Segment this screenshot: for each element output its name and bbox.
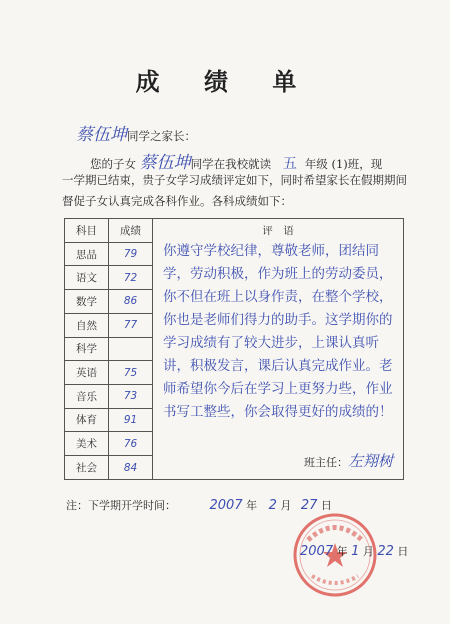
subject-cell: 思品	[65, 242, 109, 266]
issue-date	[300, 543, 408, 559]
issue-day-handwritten: 22	[377, 544, 394, 559]
intro-mid: 同学在我校就读	[190, 157, 272, 171]
score-cell: 86	[109, 290, 153, 314]
grade-handwritten: 五	[282, 156, 297, 172]
note-month-suffix: 月	[280, 499, 292, 512]
intro-line-3: 督促子女认真完成各科作业。各科成绩如下：	[62, 194, 292, 208]
subject-cell: 体育	[65, 408, 109, 432]
header-subject: 科目	[65, 219, 109, 243]
score-cell: 73	[109, 384, 153, 408]
student-name-handwritten-2: 蔡伍坤	[139, 153, 191, 173]
subject-cell: 社会	[65, 456, 109, 480]
subject-cell: 科学	[65, 337, 109, 361]
subject-cell: 数学	[65, 290, 109, 314]
subject-cell: 音乐	[65, 384, 109, 408]
note-year-handwritten: 2007	[209, 498, 243, 513]
note-year-suffix: 年	[246, 499, 258, 512]
score-table	[64, 218, 404, 480]
note-day-suffix: 日	[320, 499, 332, 512]
greeting-line	[76, 120, 196, 145]
score-cell: 72	[109, 266, 153, 290]
score-cell: 77	[109, 313, 153, 337]
student-name-handwritten: 蔡伍坤	[76, 125, 127, 145]
subject-cell: 语文	[65, 266, 109, 290]
intro-line-1	[90, 148, 382, 173]
issue-day-suffix: 日	[397, 545, 409, 558]
page-title: 成 绩 单	[135, 67, 315, 96]
score-cell: 79	[109, 242, 153, 266]
teacher-label: 班主任：	[303, 456, 348, 469]
teacher-comment-handwritten: 你遵守学校纪律，尊敬老师，团结同学，劳动积极，作为班上的劳动委员，你不但在班上以身作责，在整个学校，你也是老师们得力的助手。这学期你的学习成绩有了较大进步，上课认真听讲，积极发言，课后认真完成作业。老师希望你今后在学习上更努力些，作业书写工整些，你会取得更好的成绩的！	[163, 243, 393, 420]
note-label: 注：下学期开学时间：	[66, 499, 176, 512]
teacher-name-handwritten: 左翔树	[347, 452, 393, 470]
grade-suffix: 年级	[304, 157, 328, 171]
score-cell: 84	[109, 456, 153, 480]
issue-year-handwritten: 2007	[300, 544, 334, 559]
intro-prefix: 您的子女	[90, 157, 136, 171]
issue-month-suffix: 月	[362, 545, 374, 558]
issue-month-handwritten: 1	[351, 544, 360, 559]
header-score: 成绩	[109, 219, 153, 243]
note-month-handwritten: 2	[268, 498, 277, 513]
intro-line-2: 一学期已结束，贵子女学习成绩评定如下，同时希望家长在假期期间	[62, 173, 407, 187]
comment-cell	[153, 219, 404, 480]
score-cell	[109, 337, 153, 361]
class-suffix: 班，现	[347, 157, 383, 171]
note-day-handwritten: 27	[300, 498, 318, 513]
subject-cell: 美术	[65, 432, 109, 456]
teacher-signature-line	[304, 450, 393, 471]
subject-cell: 英语	[65, 361, 109, 385]
score-cell: 91	[109, 408, 153, 432]
greeting-suffix: 同学之家长：	[127, 129, 196, 143]
subject-cell: 自然	[65, 313, 109, 337]
table-header-row	[65, 219, 404, 243]
score-cell: 76	[109, 432, 153, 456]
issue-year-suffix: 年	[336, 545, 348, 558]
score-cell: 75	[109, 361, 153, 385]
header-comment: 评 语	[262, 225, 294, 237]
class-number: (1)	[331, 157, 348, 171]
